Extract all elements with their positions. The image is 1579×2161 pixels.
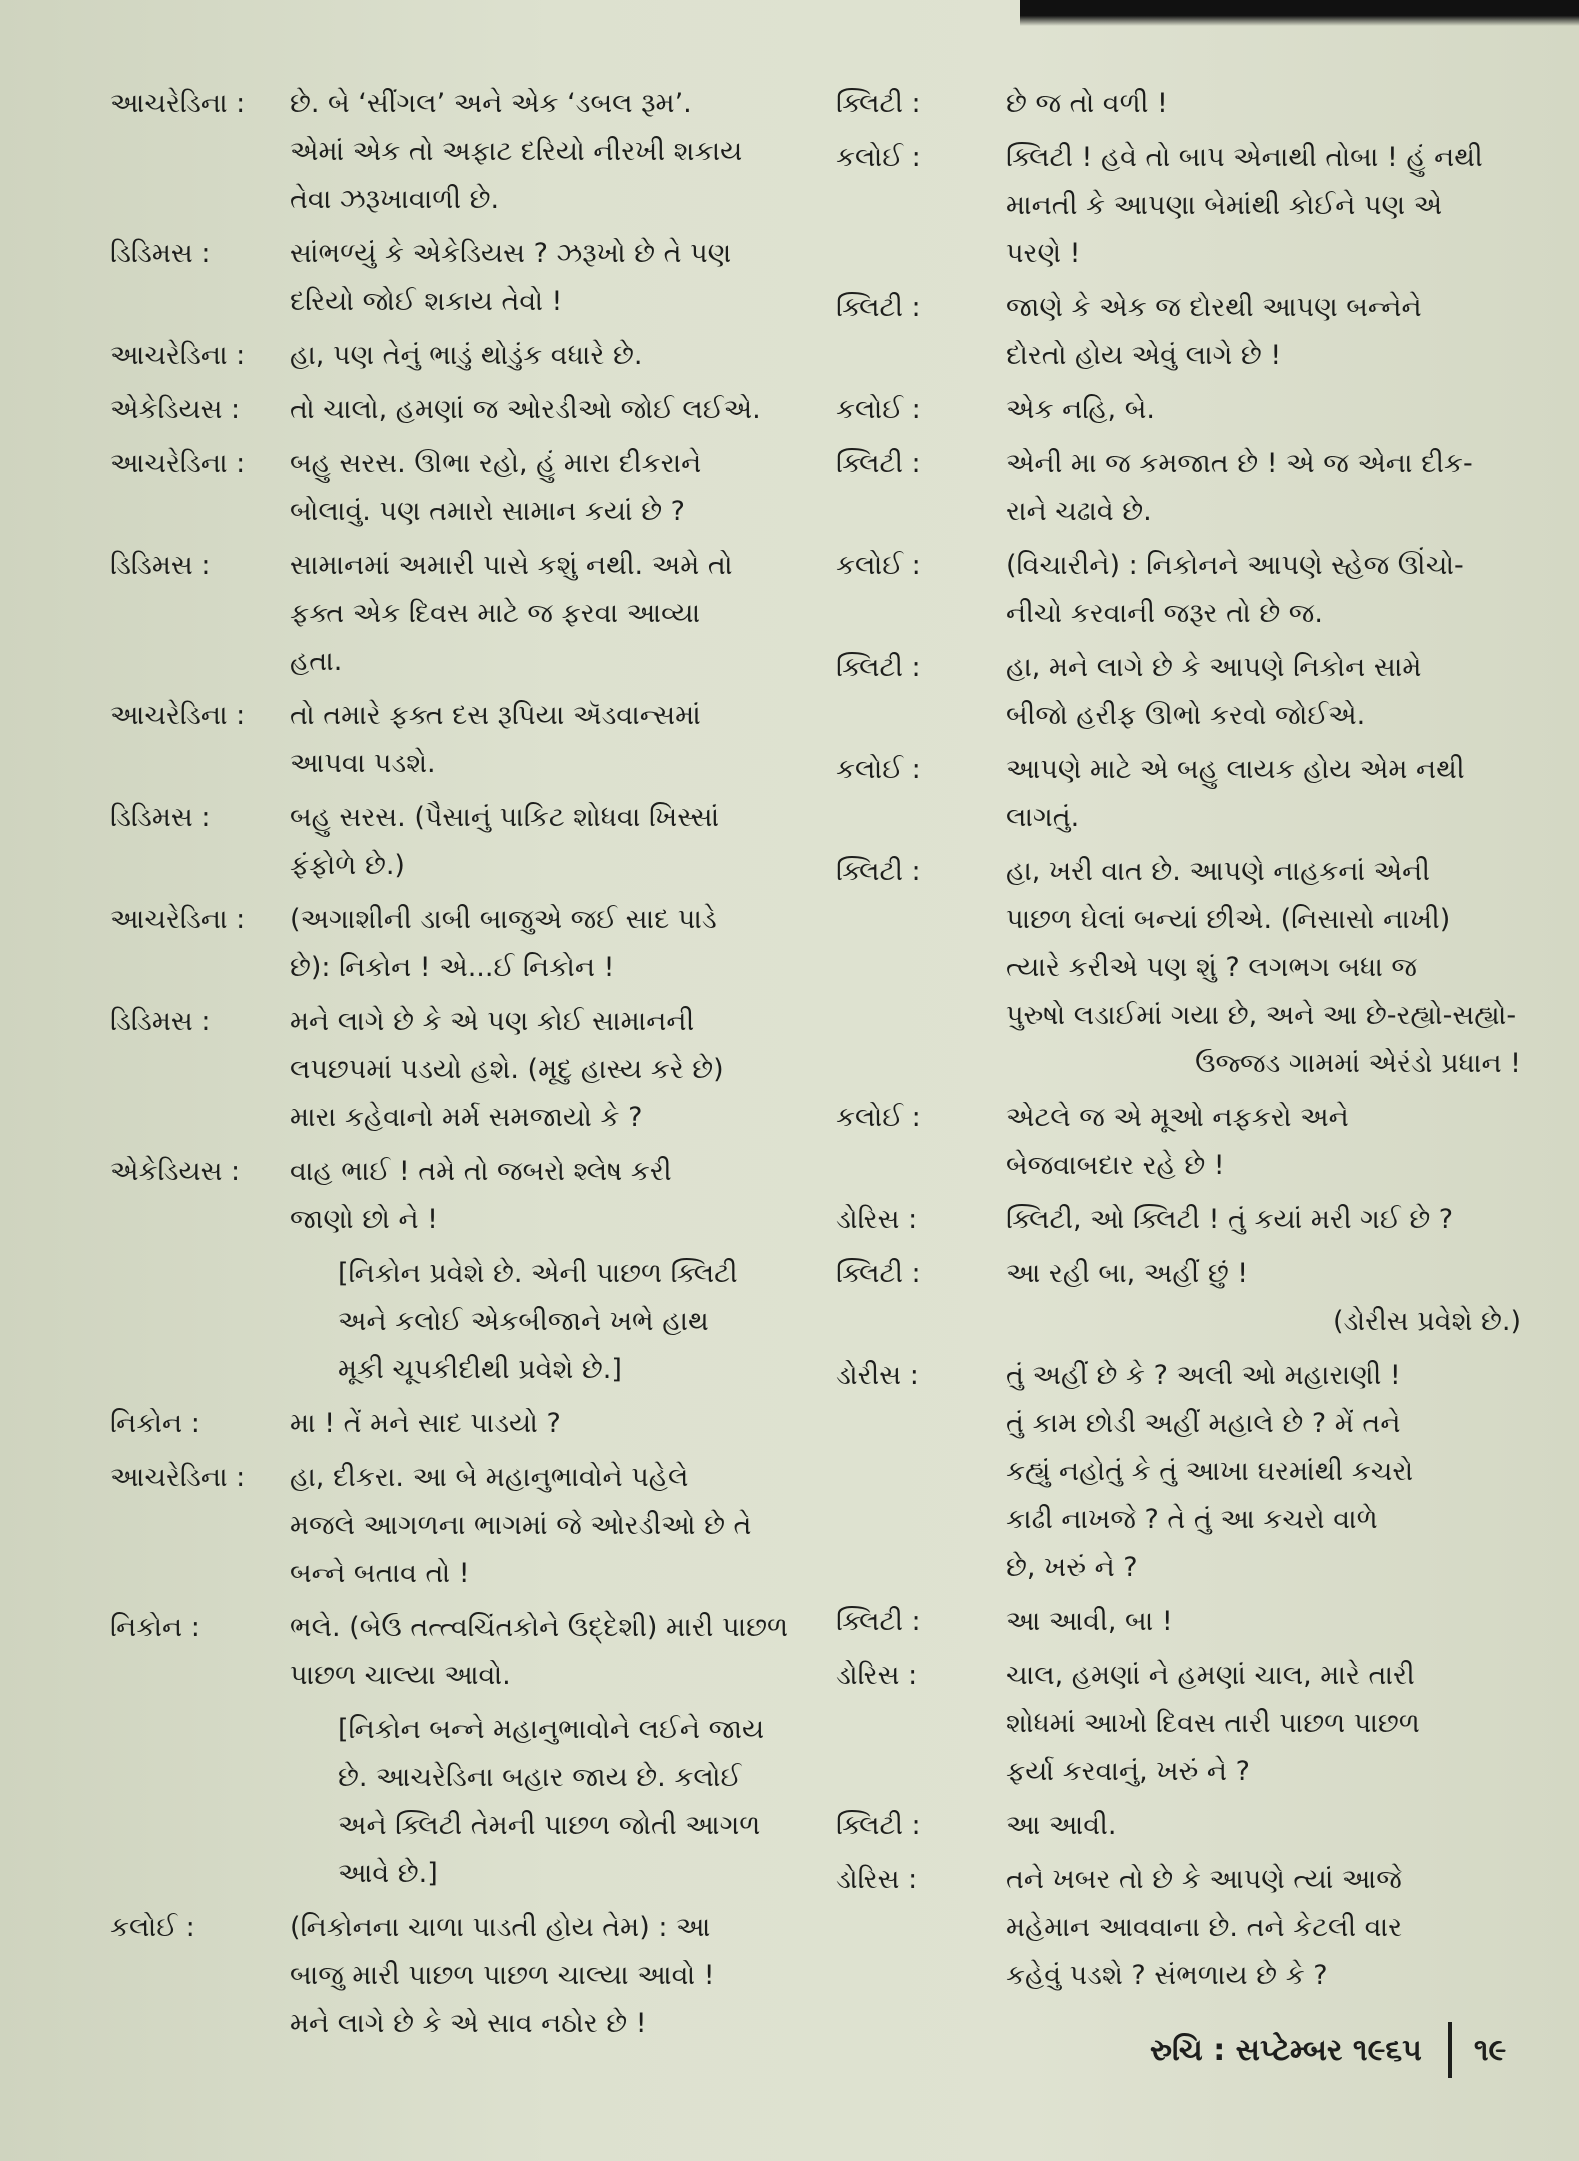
dialogue-line: છે જ તો વળી ! [1006,88,1168,119]
dialogue-line: બીજો હરીફ ઊભો કરવો જોઈએ. [1006,700,1366,731]
left-column [110,80,810,2054]
speaker-name: આચરેડિના : [110,700,246,731]
dialogue-line: મહેમાન આવવાના છે. તને કેટલી વાર [1006,1912,1403,1943]
speaker-name: ડિડિમસ : [110,802,211,833]
speaker-name: ક્લિટી : [836,448,921,479]
dialogue-line: જાણે કે એક જ દોરથી આપણ બન્નેને [1006,292,1422,323]
stage-direction-line: [નિકોન બન્ને મહાનુભાવોને લઈને જાય [338,1714,765,1745]
dialogue-entry [836,134,1521,278]
dialogue-line: નીચો કરવાની જરૂર તો છે જ. [1006,598,1323,629]
dialogue-entry [110,692,810,788]
dialogue-line: જાણો છો ને ! [290,1204,438,1235]
dialogue-line: કહ્યું નહોતું કે તું આખા ઘરમાંથી કચરો [1006,1456,1414,1487]
dialogue-line: માનતી કે આપણા બેમાંથી કોઈને પણ એ [1006,190,1443,221]
dialogue-entry [110,440,810,536]
speaker-name: કલોઈ : [836,754,921,785]
speaker-name: ક્લિટી : [836,292,921,323]
dialogue-line: બોલાવું. પણ તમારો સામાન કયાં છે ? [290,496,685,527]
page-number: ૧૯ [1473,2032,1507,2068]
dialogue-line: આપણે માટે એ બહુ લાયક હોય એમ નથી [1006,754,1465,785]
dialogue-entry [836,1094,1521,1190]
dialogue-entry [110,542,810,686]
speaker-name: ડિડિમસ : [110,550,211,581]
dialogue-entry [110,1904,810,2048]
footer-divider [1448,2022,1452,2078]
dialogue-entry [110,230,810,326]
speaker-name: ક્લિટી : [836,1258,921,1289]
dialogue-line: ફર્યા કરવાનું, ખરું ને ? [1006,1756,1250,1787]
stage-direction-line: (ડોરીસ પ્રવેશે છે.) [1333,1306,1521,1337]
dialogue-entry [110,386,810,434]
stage-direction-line: અને ક્લિટી તેમની પાછળ જોતી આગળ [338,1810,761,1841]
speaker-name [110,1250,290,1394]
dialogue-line: કહેવું પડશે ? સંભળાય છે કે ? [1006,1960,1328,1991]
dialogue-line: બહુ સરસ. (પૈસાનું પાકિટ શોધવા ખિસ્સાં [290,802,720,833]
dialogue-entry [836,284,1521,380]
dialogue-line: પાછળ ચાલ્યા આવો. [290,1660,511,1691]
dialogue-line: ક્લિટી, ઓ ક્લિટી ! તું કયાં મરી ગઈ છે ? [1006,1204,1454,1235]
dialogue-line: મને લાગે છે કે એ પણ કોઈ સામાનની [290,1006,695,1037]
dialogue-line: તને ખબર તો છે કે આપણે ત્યાં આજે [1006,1864,1402,1895]
dialogue-line: બન્ને બતાવ તો ! [290,1558,470,1589]
dialogue-line: તેવા ઝરૂખાવાળી છે. [290,184,500,215]
stage-direction [110,1706,810,1898]
speaker-name: કલોઈ : [836,1102,921,1133]
page-footer [1150,2020,1506,2080]
dialogue-line: કાઢી નાખજે ? તે તું આ કચરો વાળે [1006,1504,1378,1535]
dialogue-line: તો તમારે ફક્ત દસ રૂપિયા ઍડવાન્સમાં [290,700,701,731]
dialogue-line: ફંફોળે છે.) [290,850,405,881]
dialogue-line: પરણે ! [1006,238,1081,269]
dialogue-entry [110,1604,810,1700]
dialogue-line: મા ! તેં મને સાદ પાડયો ? [290,1408,561,1439]
speaker-name: આચરેડિના : [110,448,246,479]
dialogue-line: હા, મને લાગે છે કે આપણે નિકોન સામે [1006,652,1422,683]
speaker-name: ક્લિટી : [836,1606,921,1637]
speaker-name: ડિડિમસ : [110,1006,211,1037]
dialogue-entry [110,1454,810,1598]
dialogue-line: તું કામ છોડી અહીં મહાલે છે ? મેં તને [1006,1408,1401,1439]
speaker-name: આચરેડિના : [110,340,246,371]
dialogue-entry [836,440,1521,536]
dialogue-line: વાહ ભાઈ ! તમે તો જબરો શ્લેષ કરી [290,1156,672,1187]
dialogue-line: છે): નિકોન ! એ...ઈ નિકોન ! [290,952,615,983]
dialogue-line: પાછળ ઘેલાં બન્યાં છીએ. (નિસાસો નાખી) [1006,904,1451,935]
dialogue-line: હા, પણ તેનું ભાડું થોડુંક વધારે છે. [290,340,643,371]
dialogue-line: શોધમાં આખો દિવસ તારી પાછળ પાછળ [1006,1708,1420,1739]
dialogue-entry [836,1856,1521,2000]
dialogue-line: ફક્ત એક દિવસ માટે જ ફરવા આવ્યા [290,598,701,629]
dialogue-line: હતા. [290,646,343,677]
dialogue-entry [836,1598,1521,1646]
dialogue-line: પુરુષો લડાઈમાં ગયા છે, અને આ છે-રહ્યો-સહ્યો- [1006,1000,1517,1031]
speaker-name: કલોઈ : [836,142,921,173]
magazine-issue: રુચિ : સપ્ટેમ્બર ૧૯૬૫ [1150,2032,1422,2068]
speaker-name: ડોરિસ : [836,1864,918,1895]
speaker-name: ક્લિટી : [836,856,921,887]
speaker-name: ક્લિટી : [836,88,921,119]
dialogue-line: ક્લિટી ! હવે તો બાપ એનાથી તોબા ! હું નથી [1006,142,1483,173]
stage-direction-line: આવે છે.] [338,1858,438,1889]
speaker-name: ડોરીસ : [836,1360,919,1391]
speaker-name: નિકોન : [110,1612,200,1643]
dialogue-line: આપવા પડશે. [290,748,436,779]
speaker-name: એકેડિયસ : [110,1156,241,1187]
dialogue-line: સાંભળ્યું કે એકેડિયસ ? ઝરૂખો છે તે પણ [290,238,732,269]
speaker-name: આચરેડિના : [110,88,246,119]
dialogue-line: એની મા જ કમજાત છે ! એ જ એના દીક- [1006,448,1473,479]
speaker-name: નિકોન : [110,1408,200,1439]
dialogue-entry [110,1148,810,1244]
dialogue-line: દોરતો હોય એવું લાગે છે ! [1006,340,1282,371]
dialogue-line: લાગતું. [1006,802,1080,833]
dialogue-line: હા, દીકરા. આ બે મહાનુભાવોને પહેલે [290,1462,689,1493]
speaker-name: ક્લિટી : [836,652,921,683]
dialogue-entry [110,1400,810,1448]
dialogue-line: તો ચાલો, હમણાં જ ઓરડીઓ જોઈ લઈએ. [290,394,761,425]
dialogue-line: છે, ખરું ને ? [1006,1552,1138,1583]
dialogue-line: હા, ખરી વાત છે. આપણે નાહકનાં એની [1006,856,1431,887]
speaker-name: ક્લિટી : [836,1810,921,1841]
dialogue-line: બાજુ મારી પાછળ પાછળ ચાલ્યા આવો ! [290,1960,715,1991]
dialogue-entry [110,332,810,380]
dialogue-line: ઉજ્જડ ગામમાં એરંડો પ્રધાન ! [1195,1048,1521,1079]
stage-direction-line: મૂકી ચૂપકીદીથી પ્રવેશે છે.] [338,1354,622,1385]
dialogue-line: (નિકોનના ચાળા પાડતી હોય તેમ) : આ [290,1912,711,1943]
dialogue-line: (અગાશીની ડાબી બાજુએ જઈ સાદ પાડે [290,904,717,935]
dialogue-line: એટલે જ એ મૂઓ નફકરો અને [1006,1102,1349,1133]
dialogue-entry [836,644,1521,740]
dialogue-line: રાને ચઢાવે છે. [1006,496,1152,527]
dialogue-line: મને લાગે છે કે એ સાવ નઠોર છે ! [290,2008,647,2039]
dialogue-entry [836,746,1521,842]
dialogue-line: (વિચારીને) : નિકોનને આપણે સ્હેજ ઊંચો- [1006,550,1464,581]
dialogue-entry [836,542,1521,638]
dialogue-line: ચાલ, હમણાં ને હમણાં ચાલ, મારે તારી [1006,1660,1415,1691]
speaker-name: ડોરિસ : [836,1204,918,1235]
dialogue-entry [836,1196,1521,1244]
speaker-name [110,1706,290,1898]
stage-direction-line: [નિકોન પ્રવેશે છે. એની પાછળ ક્લિટી [338,1258,738,1289]
dialogue-line: આ રહી બા, અહીં છું ! [1006,1258,1249,1289]
dialogue-entry [836,1352,1521,1592]
dialogue-entry [110,794,810,890]
dialogue-line: આ આવી. [1006,1810,1117,1841]
dialogue-line: ત્યારે કરીએ પણ શું ? લગભગ બધા જ [1006,952,1417,983]
speaker-name: એકેડિયસ : [110,394,241,425]
dialogue-line: સામાનમાં અમારી પાસે કશું નથી. અમે તો [290,550,733,581]
dialogue-line: એક નહિ, બે. [1006,394,1155,425]
speaker-name: કલોઈ : [836,550,921,581]
dialogue-line: તું અહીં છે કે ? અલી ઓ મહારાણી ! [1006,1360,1401,1391]
speaker-name: કલોઈ : [836,394,921,425]
speaker-name: કલોઈ : [110,1912,195,1943]
speaker-name: આચરેડિના : [110,904,246,935]
speaker-name: આચરેડિના : [110,1462,246,1493]
dialogue-line: છે. બે ‘સીંગલ’ અને એક ‘ડબલ રૂમ’. [290,88,692,119]
stage-direction-line: અને કલોઈ એકબીજાને ખભે હાથ [338,1306,709,1337]
dialogue-entry [836,80,1521,128]
dialogue-entry [836,1250,1521,1346]
dialogue-line: એમાં એક તો અફાટ દરિયો નીરખી શકાય [290,136,743,167]
dialogue-line: બેજવાબદાર રહે છે ! [1006,1150,1225,1181]
dialogue-line: બહુ સરસ. ઊભા રહો, હું મારા દીકરાને [290,448,702,479]
dialogue-entry [110,896,810,992]
dialogue-line: મજલે આગળના ભાગમાં જે ઓરડીઓ છે તે [290,1510,752,1541]
dialogue-entry [836,1652,1521,1796]
dialogue-entry [836,848,1521,1088]
dialogue-line: આ આવી, બા ! [1006,1606,1173,1637]
dialogue-entry [110,80,810,224]
dialogue-entry [110,998,810,1142]
dialogue-line: લપછપમાં પડયો હશે. (મૃદુ હાસ્ય કરે છે) [290,1054,724,1085]
dialogue-line: ભલે. (બેઉ તત્ત્વચિંતકોને ઉદ્દેશી) મારી પાછળ [290,1612,789,1643]
stage-direction [110,1250,810,1394]
stage-direction-line: છે. આચરેડિના બહાર જાય છે. કલોઈ [338,1762,742,1793]
right-column [836,80,1521,2006]
dialogue-line: મારા કહેવાનો મર્મ સમજાયો કે ? [290,1102,643,1133]
speaker-name: ડિડિમસ : [110,238,211,269]
dialogue-entry [836,386,1521,434]
dialogue-entry [836,1802,1521,1850]
speaker-name: ડોરિસ : [836,1660,918,1691]
dialogue-line: દરિયો જોઈ શકાય તેવો ! [290,286,563,317]
scan-edge-shadow [1020,0,1579,26]
